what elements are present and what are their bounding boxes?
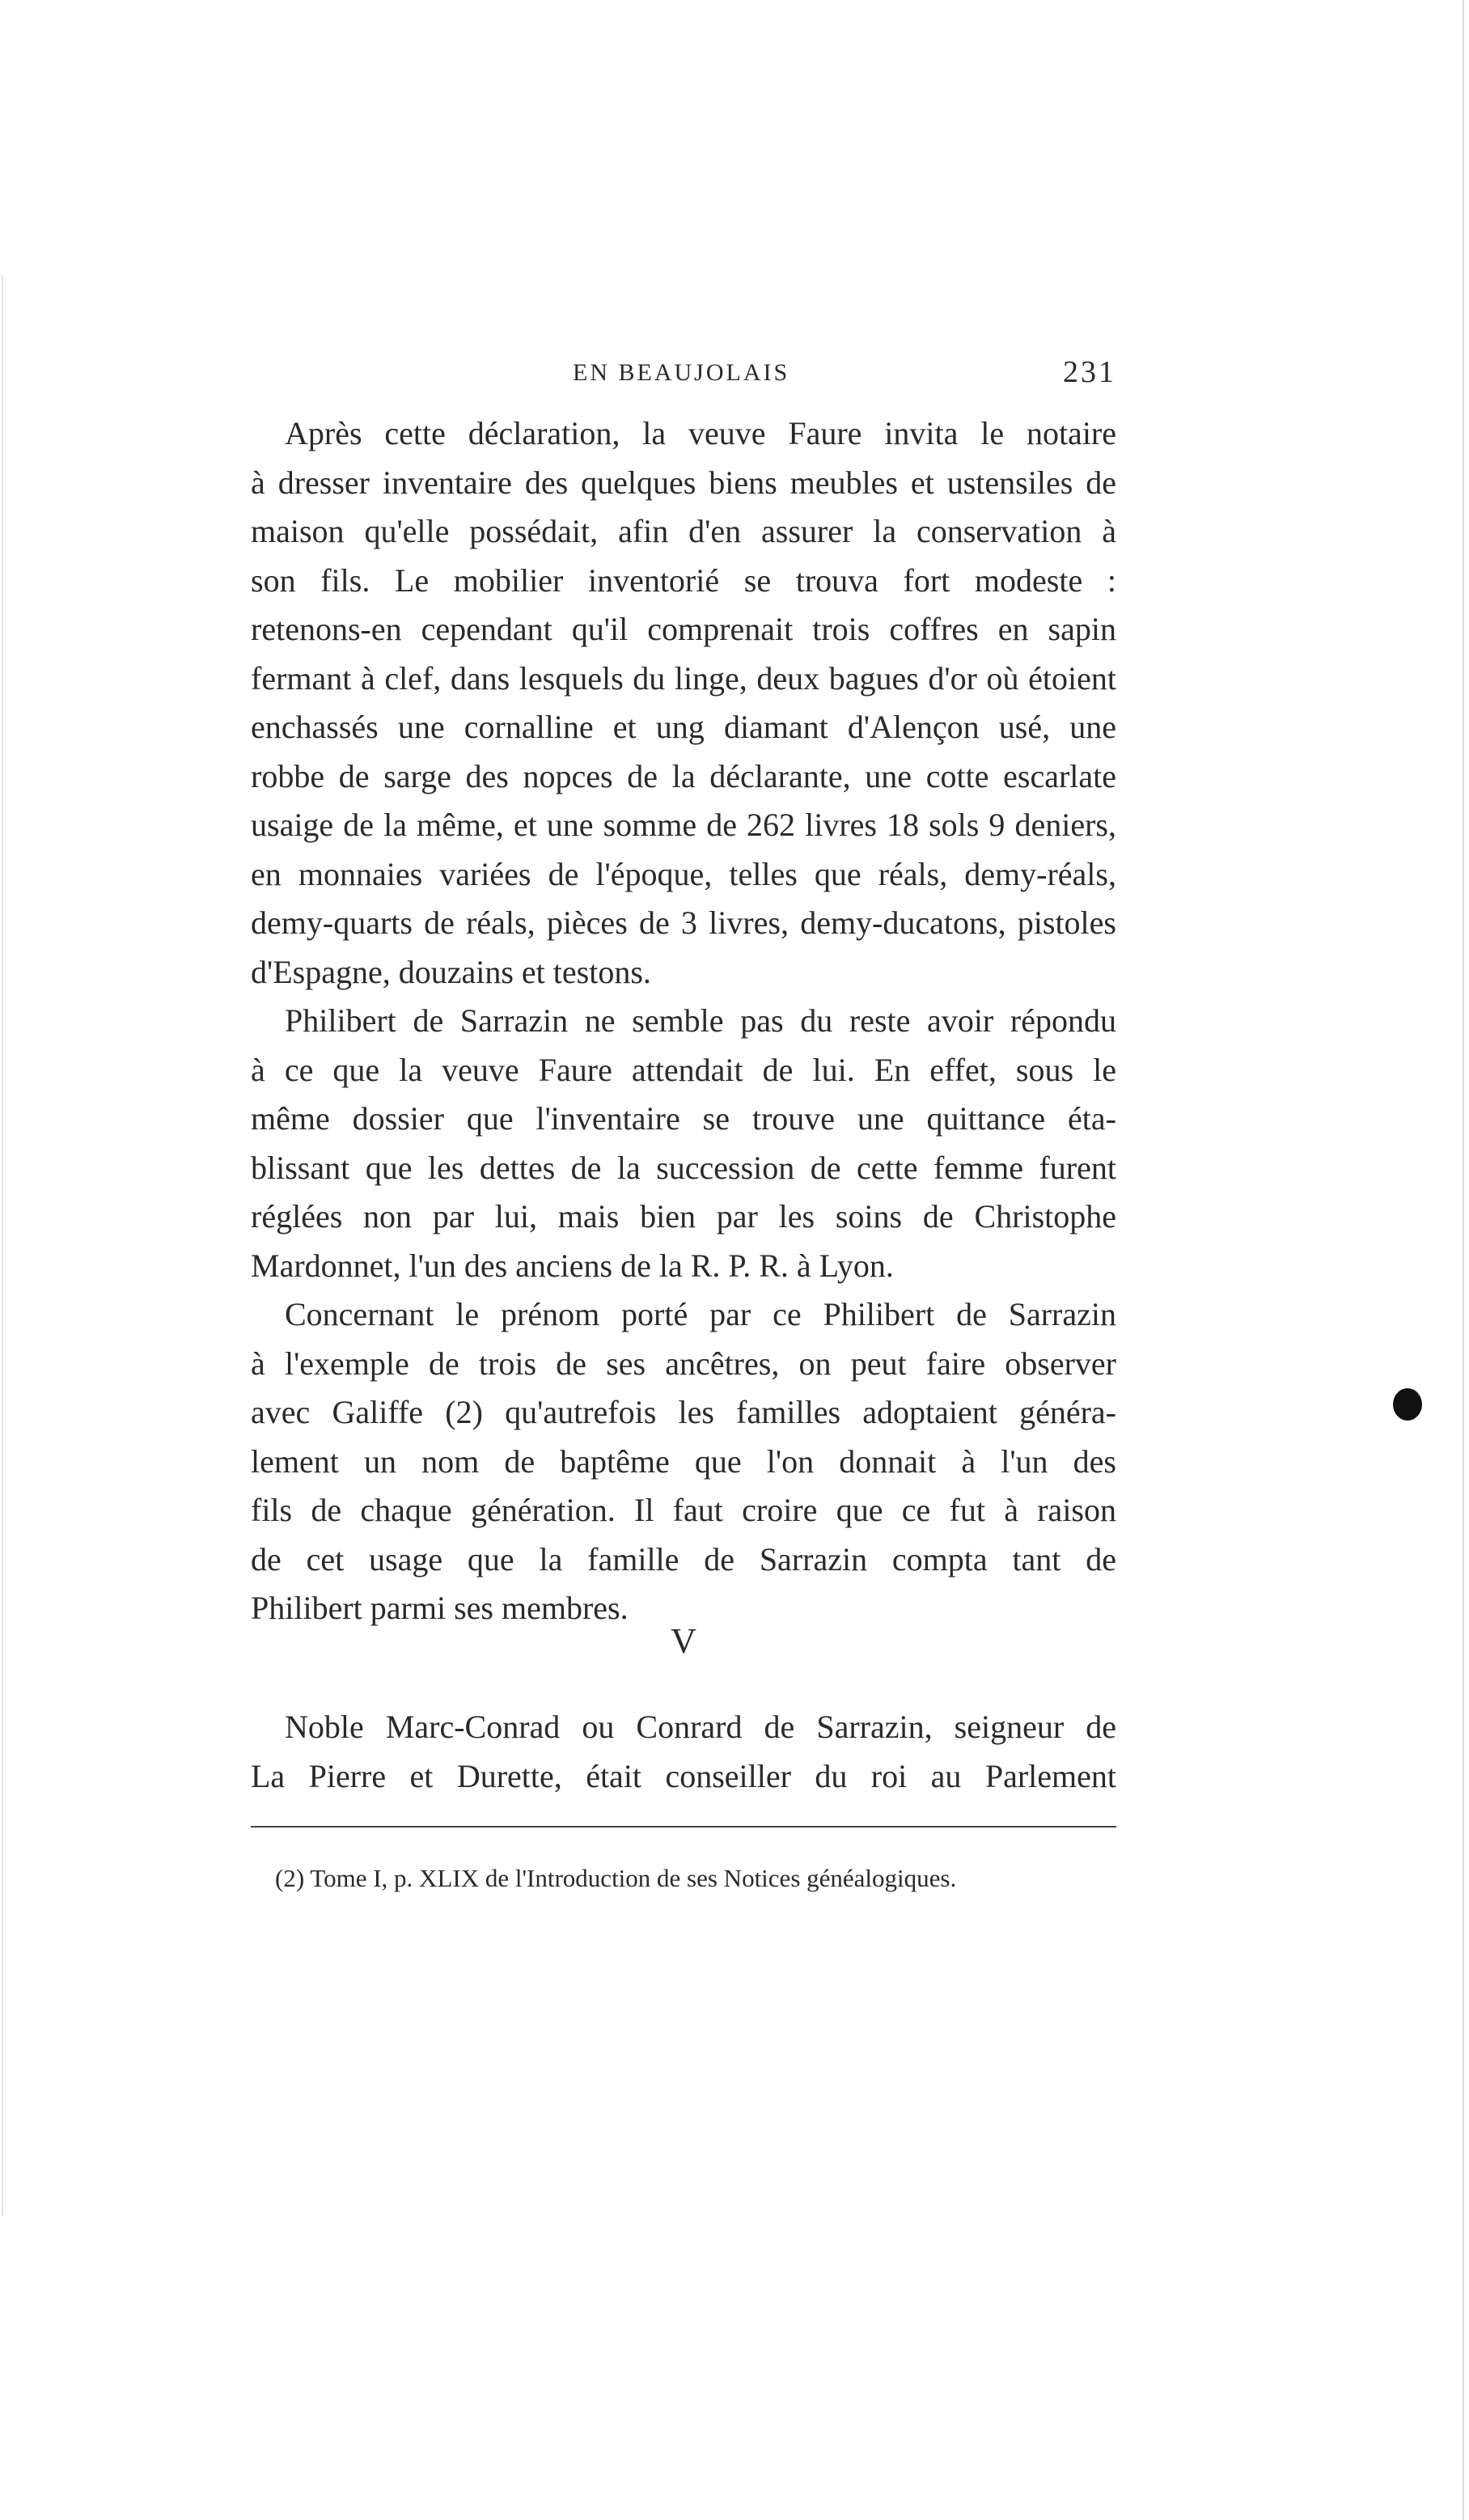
text-line: à l'exemple de trois de ses ancêtres, on peut faire observer (251, 1345, 1116, 1382)
text-line: La Pierre et Durette, était conseiller du roi au Parlement (251, 1757, 1116, 1794)
footnote: (2) Tome I, p. XLIX de l'Introduction de ses Notices généalogiques. (275, 1864, 957, 1892)
section-text (251, 1703, 1116, 1801)
text-line: retenons-en cependant qu'il comprenait trois coffres en sapin (251, 611, 1116, 647)
text-line: fermant à clef, dans lesquels du linge, deux bagues d'or où étoient (251, 659, 1116, 697)
text-line: Philibert parmi ses membres. (251, 1590, 629, 1626)
text-line: d'Espagne, douzains et testons. (251, 953, 651, 990)
text-line: Mardonnet, l'un des anciens de la R. P. R. à Lyon. (251, 1247, 894, 1284)
footnote-rule (251, 1826, 1116, 1828)
section-heading: V (671, 1621, 696, 1661)
text-line: robbe de sarge des nopces de la déclarante, une cotte escarlate (251, 757, 1116, 794)
ink-blot (1393, 1388, 1422, 1421)
text-line: même dossier que l'inventaire se trouve une quittance éta- (251, 1100, 1116, 1137)
text-line: Philibert de Sarrazin ne semble pas du reste avoir répondu (285, 1002, 1116, 1039)
text-line: fils de chaque génération. Il faut croire que ce fut à raison (251, 1492, 1116, 1528)
text-line: avec Galiffe (2) qu'autrefois les familles adoptaient généra- (251, 1394, 1116, 1430)
body-text (251, 409, 1116, 1633)
text-line: lement un nom de baptême que l'on donnait à l'un des (251, 1442, 1116, 1480)
text-line: réglées non par lui, mais bien par les soins de Christophe (251, 1198, 1116, 1235)
scan-edge-left (2, 275, 3, 2217)
text-line: blissant que les dettes de la succession de cette femme furent (251, 1149, 1116, 1186)
text-line: à dresser inventaire des quelques biens meubles et ustensiles de (251, 464, 1116, 501)
text-line: son fils. Le mobilier inventorié se trouva fort modeste : (251, 561, 1116, 599)
page-number: 231 (1063, 355, 1116, 389)
text-line: Concernant le prénom porté par ce Philibert de Sarrazin (285, 1296, 1116, 1332)
text-line: à ce que la veuve Faure attendait de lui. En effet, sous le (251, 1051, 1116, 1088)
running-head (251, 354, 1116, 395)
text-line: demy-quarts de réals, pièces de 3 livres, demy-ducatons, pistoles (251, 904, 1116, 941)
text-line: enchassés une cornalline et ung diamant d'Alençon usé, une (251, 709, 1116, 745)
scan-edge-right (1463, 0, 1464, 2520)
text-line: en monnaies variées de l'époque, telles que réals, demy-réals, (251, 855, 1116, 892)
text-line: Après cette déclaration, la veuve Faure invita le notaire (285, 415, 1116, 451)
text-line: Noble Marc-Conrad ou Conrard de Sarrazin, seigneur de (285, 1709, 1116, 1745)
text-line: de cet usage que la famille de Sarrazin compta tant de (251, 1540, 1116, 1578)
text-line: maison qu'elle possédait, afin d'en assurer la conservation à (251, 513, 1116, 549)
text-line: usaige de la même, et une somme de 262 livres 18 sols 9 deniers, (251, 807, 1116, 843)
running-title: EN BEAUJOLAIS (573, 359, 790, 386)
